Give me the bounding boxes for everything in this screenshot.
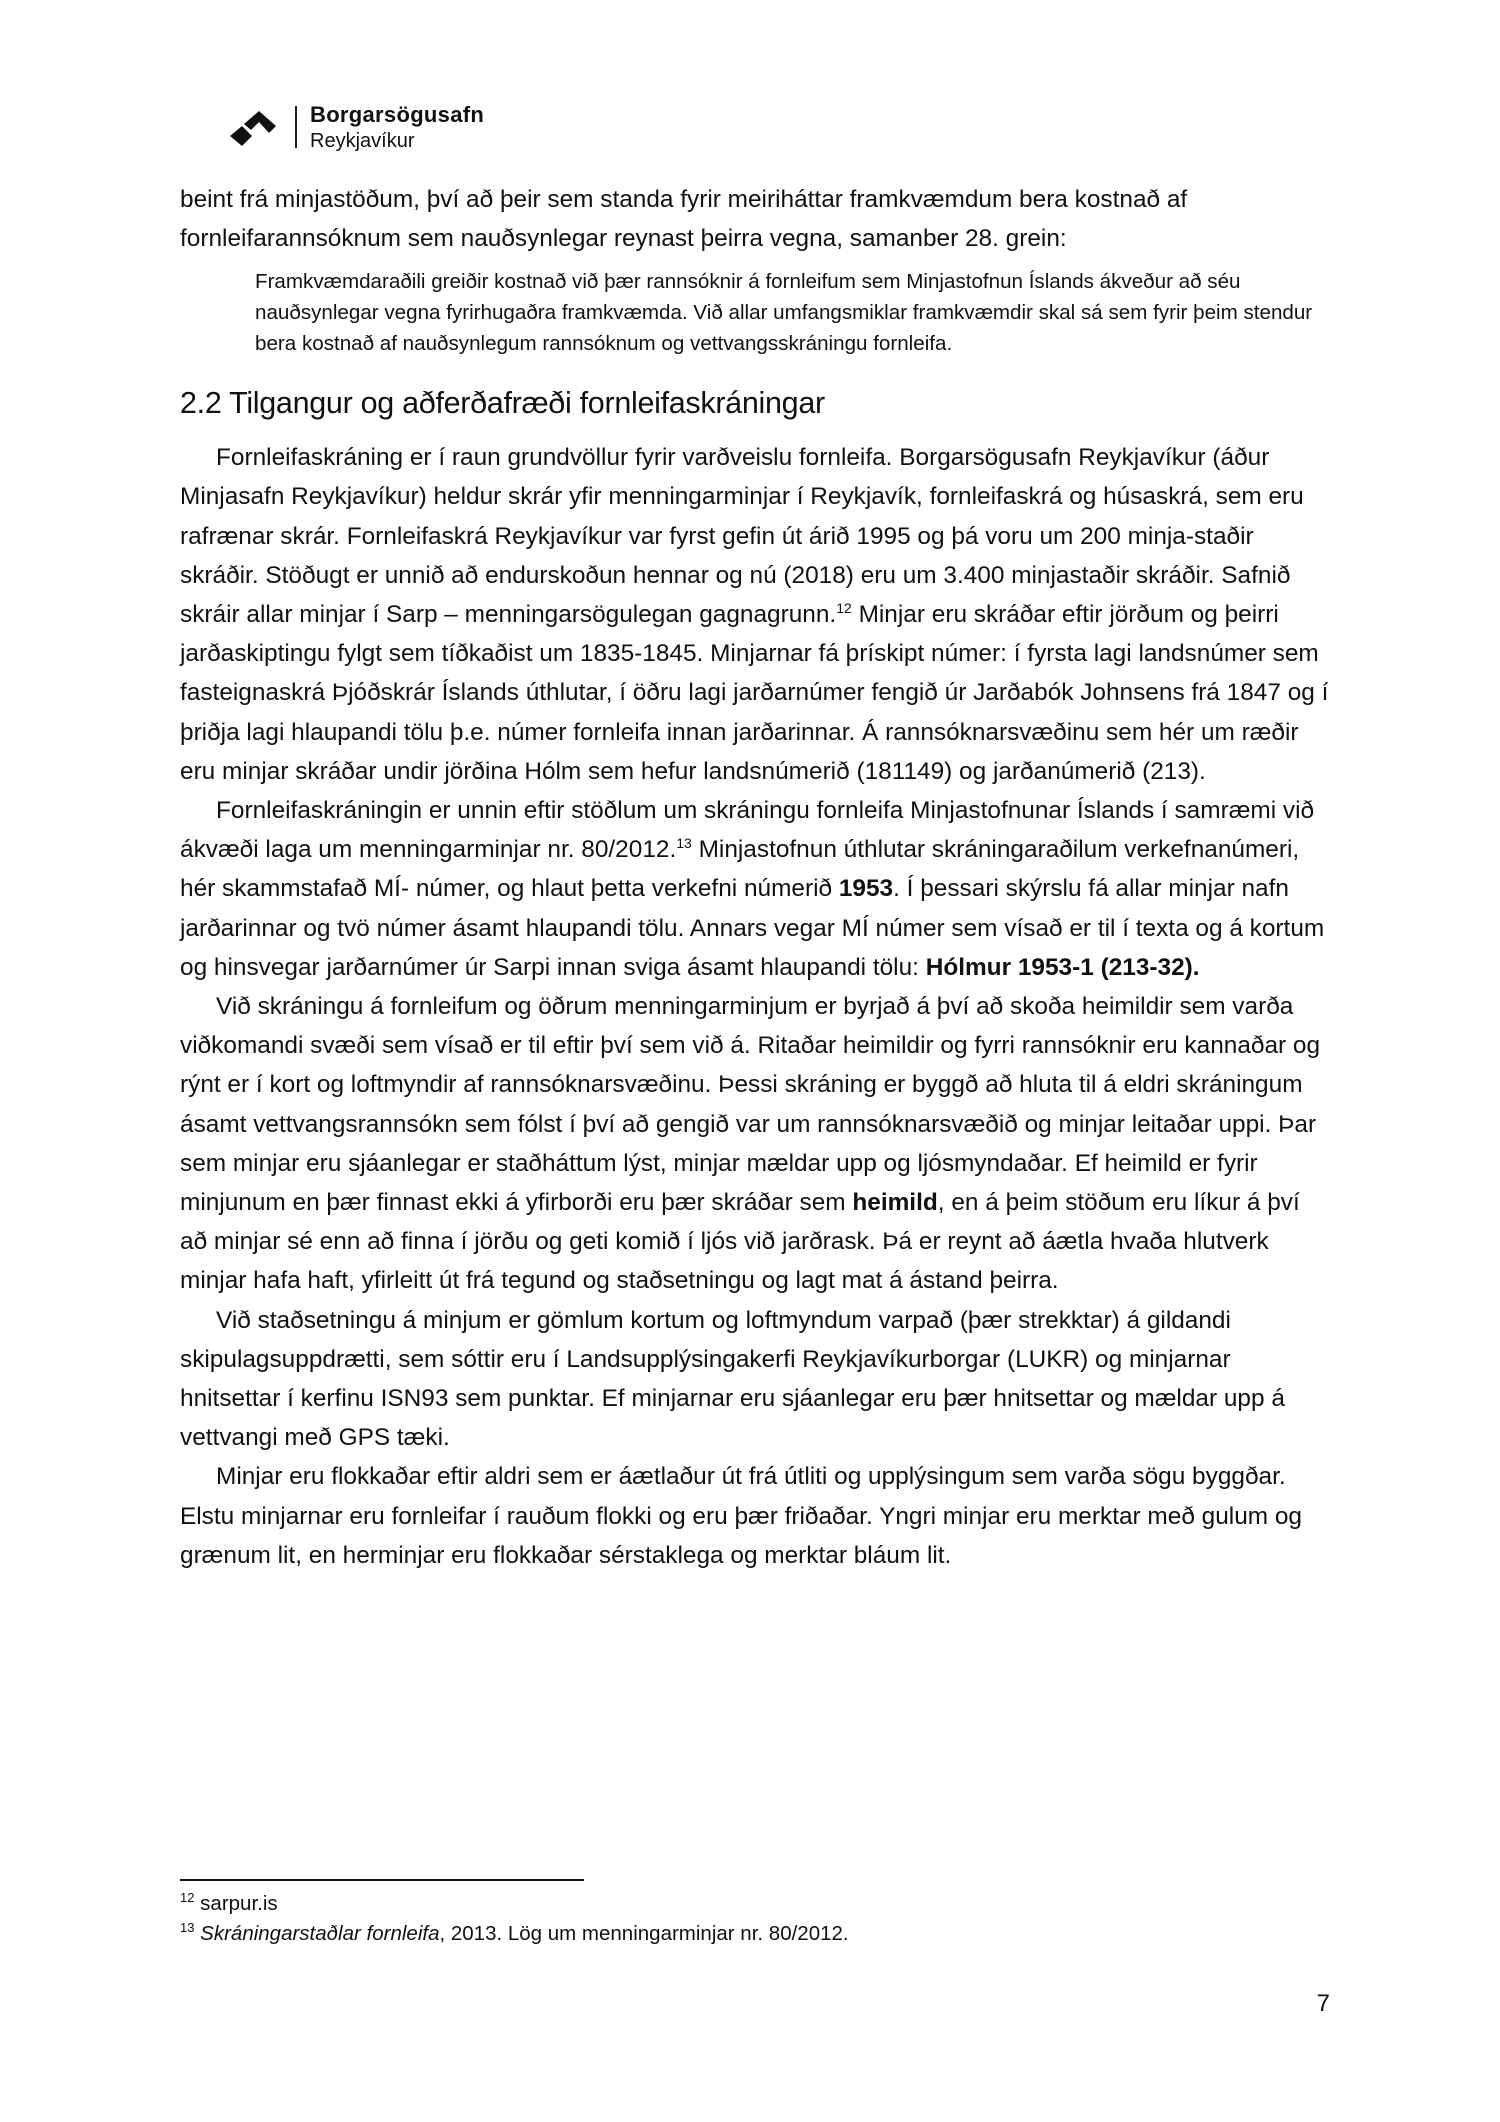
page-content — [180, 180, 1330, 1575]
paragraph-4: Við staðsetningu á minjum er gömlum kortum og loftmyndum varpað (þær strekktar) á gildandi skipulagsuppdrætti, sem sóttir eru í Landsupplýsingakerfi Reykjavíkurborgar (LUKR) og minjarnar hnitsettar í kerfinu ISN93 sem punktar. Ef minjarnar eru sjáanlegar eru þær hnitsettar og mældar upp á vettvangi með GPS tæki. — [180, 1306, 1285, 1452]
footnote-ref-13[interactable]: 13 — [676, 835, 692, 852]
footnote-13: $^{13}$ Skráningarstaðlar fornleifa, 2013. Lög um menningarminjar nr. 80/2012. — [180, 1919, 849, 1945]
museum-logo-icon — [230, 108, 288, 148]
intro-paragraph: beint frá minjastöðum, því að þeir sem standa fyrir meiriháttar framkvæmdum bera kostnað af fornleifarannsóknum sem nauðsynlegar reynast þeirra vegna, samanber 28. grein: — [180, 186, 1188, 253]
heimild-term: heimild — [852, 1189, 938, 1217]
paragraph-3: Við skráningu á fornleifum og öðrum menningarminjum er byrjað á því að skoða heimildir sem varða viðkomandi svæði sem vísað er til eftir því sem við á. Ritaðar heimildir og fyrri rannsóknir eru kannaðar og rýnt er í kort og loftmyndir af rannsóknarsvæðinu. Þessi skráning er byggð að hluta til á eldri skráningum ásamt vettvangsrannsókn sem fólst í því að gengið var um rannsóknarsvæðið og minjar leitaðar uppi. Þar sem minjar eru sjáanlegar er staðháttum lýst, minjar mældar upp og ljósmyndaðar. Ef heimild er fyrir minjunum en þær finnast ekki á yfirborði eru þær skráðar sem heimild, en á þeim stöðum eru líkur á því að minjar sé enn að finna í jörðu og geti komið í ljós við jarðrask. Þá er reynt að áætla hvaða hlutverk minjar hafa haft, yfirleitt út frá tegund og staðsetningu og lagt mat á ástand þeirra. — [180, 993, 1321, 1295]
footnote-ref-12[interactable]: 12 — [836, 599, 852, 616]
page-number: 7 — [1316, 1990, 1330, 2017]
logo-divider — [295, 106, 297, 148]
section-heading: 2.2 Tilgangur og aðferðafræði fornleifaskráningar — [180, 386, 825, 421]
paragraph-5: Minjar eru flokkaðar eftir aldri sem er áætlaður út frá útliti og upplýsingum sem varða sögu byggðar. Elstu minjarnar eru fornleifar í rauðum flokki og eru þær friðaðar. Yngri minjar eru merktar með gulum og grænum lit, en herminjar eru flokkaðar sérstaklega og merktar bláum lit. — [180, 1463, 1302, 1569]
law-quote: Framkvæmdaraðili greiðir kostnað við þær rannsóknir á fornleifum sem Minjastofnun Íslands ákveður að séu nauðsynlegar vegna fyrirhugaðra framkvæmda. Við allar umfangsmiklar framkvæmdir skal sá sem fyrir þeim stendur bera kostnað af nauðsynlegum rannsóknum og vettvangsskráningu fornleifa. — [255, 270, 1313, 355]
paragraph-1: Fornleifaskráning er í raun grundvöllur fyrir varðveislu fornleifa. Borgarsögusafn Reykjavíkur (áður Minjasafn Reykjavíkur) heldur skrár yfir menningarminjar í Reykjavík, fornleifaskrá og húsaskrá, sem eru rafrænar skrár. Fornleifaskrá Reykjavíkur var fyrst gefin út árið 1995 og þá voru um 200 minja-staðir skráðir. Stöðugt er unnið að endurskoðun hennar og nú (2018) eru um 3.400 minjastaðir skráðir. Safnið skráir allar minjar í Sarp – menningarsögulegan gagnagrunn.$^{12}$ Minjar eru skráðar eftir jörðum og þeirri jarðaskiptingu fylgt sem tíðkaðist um 1835-1845. Minjarnar fá þrískipt númer: í fyrsta lagi landsnúmer sem fasteignaskrá Þjóðskrár Íslands úthlutar, í öðru lagi jarðarnúmer fengið úr Jarðabók Johnsens frá 1847 og í þriðja lagi hlaupandi tölu þ.e. númer fornleifa innan jarðarinnar. Á rannsóknarsvæðinu sem hér um ræðir eru minjar skráðar undir jörðina Hólm sem hefur landsnúmerið (181149) og jarðanúmerið (213). — [180, 444, 1329, 785]
project-number: 1953 — [838, 875, 894, 903]
logo-name: Borgarsögusafn — [310, 102, 485, 127]
footnote-divider — [180, 1879, 584, 1881]
site-example: Hólmur 1953-1 (213-32). — [925, 953, 1200, 981]
footnote-12: $^{12}$ sarpur.is — [180, 1890, 278, 1915]
logo-subtitle: Reykjavíkur — [310, 130, 415, 152]
footnotes — [180, 1889, 1330, 1948]
paragraph-2: Fornleifaskráningin er unnin eftir stöðlum um skráningu fornleifa Minjastofnunar Íslands í samræmi við ákvæði laga um menningarminjar nr. 80/2012.13 Minjastofnun úthlutar skráningaraðilum verkefnanúmeri, hér skammstafað MÍ- númer, og hlaut þetta verkefni númerið 1953. Í þessari skýrslu fá allar minjar nafn jarðarinnar og tvö númer ásamt hlaupandi tölu. Annars vegar MÍ númer sem vísað er til í texta og á kortum og hinsvegar jarðarnúmer úr Sarpi innan sviga ásamt hlaupandi tölu: Hólmur 1953-1 (213-32). — [180, 797, 1325, 981]
